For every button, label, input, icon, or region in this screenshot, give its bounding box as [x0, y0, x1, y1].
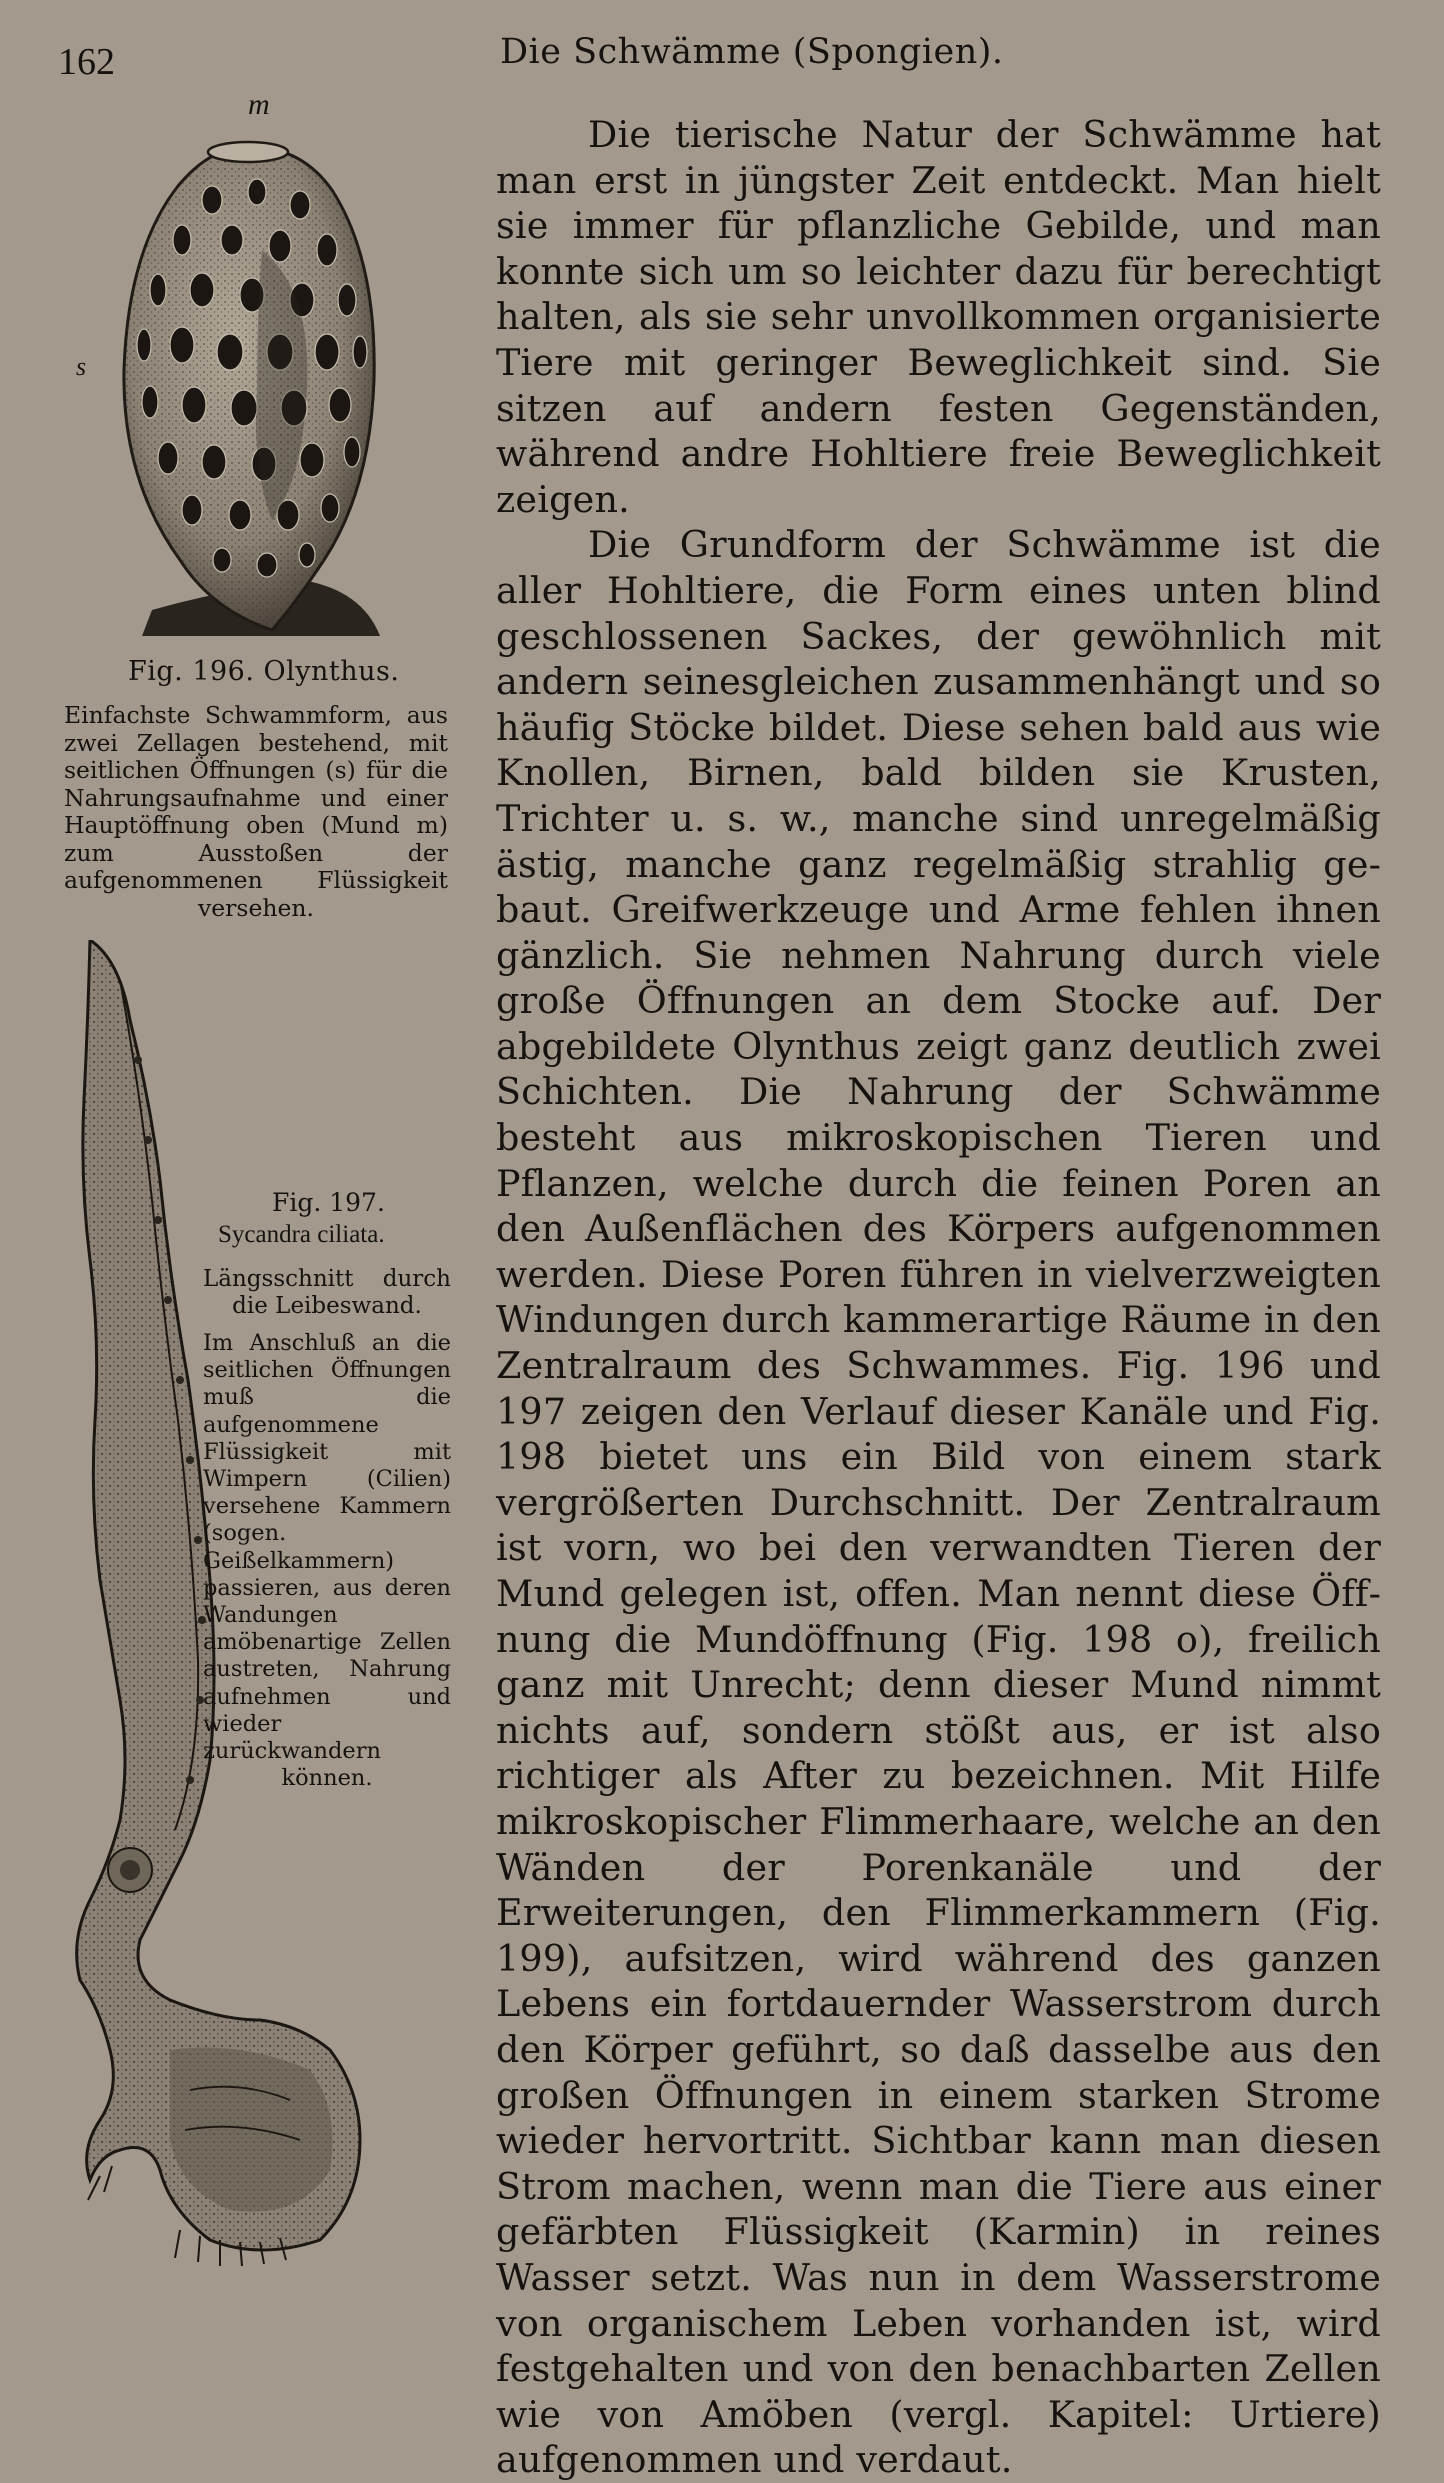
page-number: 162	[58, 41, 115, 83]
figure-196-label-m: m	[248, 88, 270, 121]
olynthus-sponge-drawing	[62, 90, 452, 650]
figure-196-illustration	[62, 90, 452, 650]
paragraph: Die Grundform der Schwämme ist die aller Hohltiere, die Form eines unten blind geschlossenen Sackes, der gewöhnlich mit andern seinesgleichen zusammenhängt und so häufig Stöcke bildet. Diese sehen bald aus wie Knollen, Birnen, bald bilden sie Krusten, Trichter u. s. w., manche sind unregelmäßig ästig, manche ganz regelmäßig strahlig gebaut. Greifwerkzeuge und Arme fehlen ihnen gänzlich. Sie nehmen Nahrung durch viele große Öffnungen an dem Stocke auf. Der abgebildete Olynthus zeigt ganz deutlich zwei Schichten. Die Nahrung der Schwämme besteht aus mikroskopischen Tieren und Pflanzen, welche durch die feinen Poren an den Außenflächen des Körpers aufgenommen werden. Diese Poren führen in vielverzweigten Windungen durch kammerartige Räume in den Zentralraum des Schwammes. Fig. 196 und 197 zeigen den Verlauf dieser Kanäle und Fig. 198 bietet uns ein Bild von einem stark vergrößerten Durchschnitt. Der Zentralraum ist vorn, wo bei den verwandten Tieren der Mund gelegen ist, offen. Man nennt diese Öffnung die Mundöffnung (Fig. 198 o), freilich ganz mit Unrecht; denn dieser Mund nimmt nichts auf, sondern stößt aus, er ist also richtiger als After zu bezeichnen. Mit Hilfe mikroskopischer Flimmerhaare, welche an den Wänden der Porenkanäle und der Erweiterungen, den Flimmerkammern (Fig. 199), aufsitzen, wird während des ganzen Lebens ein fortdauernder Wasserstrom durch den Körper geführt, so daß dasselbe aus den großen Öffnungen in einem starken Strome wieder hervortritt. Sichtbar kann man diesen Strom machen, wenn man die Tiere aus einer gefärbten Flüssigkeit (Karmin) in reines Wasser setzt. Was nun in dem Wasserstrome von organischem Leben vorhanden ist, wird festgehalten und von den benachbarten Zellen wie von Amöben (vergl. Kapitel: Urtiere) aufgenommen und verdaut.	[496, 523, 1381, 2482]
figure-197-name: Sycandra ciliata.	[218, 1221, 385, 1248]
figure-196-caption-title: Fig. 196. Olynthus.	[128, 656, 400, 687]
figure-196-caption-text: Einfachste Schwammform, aus zwei Zellagen bestehend, mit seitlichen Öffnungen (s) für die Nahrungsaufnahme und einer Hauptöffnung oben (Mund m) zum Ausstoßen der aufgenommenen Flüssigkeit versehen.	[64, 701, 448, 922]
figure-197-caption-text: Im Anschluß an die seitlichen Öffnungen muß die aufgenommene Flüssigkeit mit Wimpern (Cilien) versehene Kammern (sogen. Geißelkammern) passieren, aus deren Wandungen amöbenartige Zellen austreten, Nahrung aufnehmen und wieder zurückwandern können.	[203, 1330, 451, 1792]
figure-197-number: Fig. 197.	[272, 1188, 385, 1217]
paragraph: Die tierische Natur der Schwämme hat man erst in jüngster Zeit entdeckt. Man hielt sie immer für pflanzliche Gebilde, und man konnte sich um so leichter dazu für berechtigt halten, als sie sehr unvollkommen organisierte Tiere mit geringer Beweglichkeit sind. Sie sitzen auf andern festen Gegenständen, während andre Hohltiere freie Beweglichkeit zeigen.	[496, 113, 1381, 521]
figure-196-label-s: s	[76, 352, 87, 381]
figure-197-caption-title: Längsschnitt durch die Leibeswand.	[203, 1266, 451, 1319]
running-head: Die Schwämme (Spongien).	[500, 32, 1004, 72]
body-text	[496, 112, 1381, 2483]
